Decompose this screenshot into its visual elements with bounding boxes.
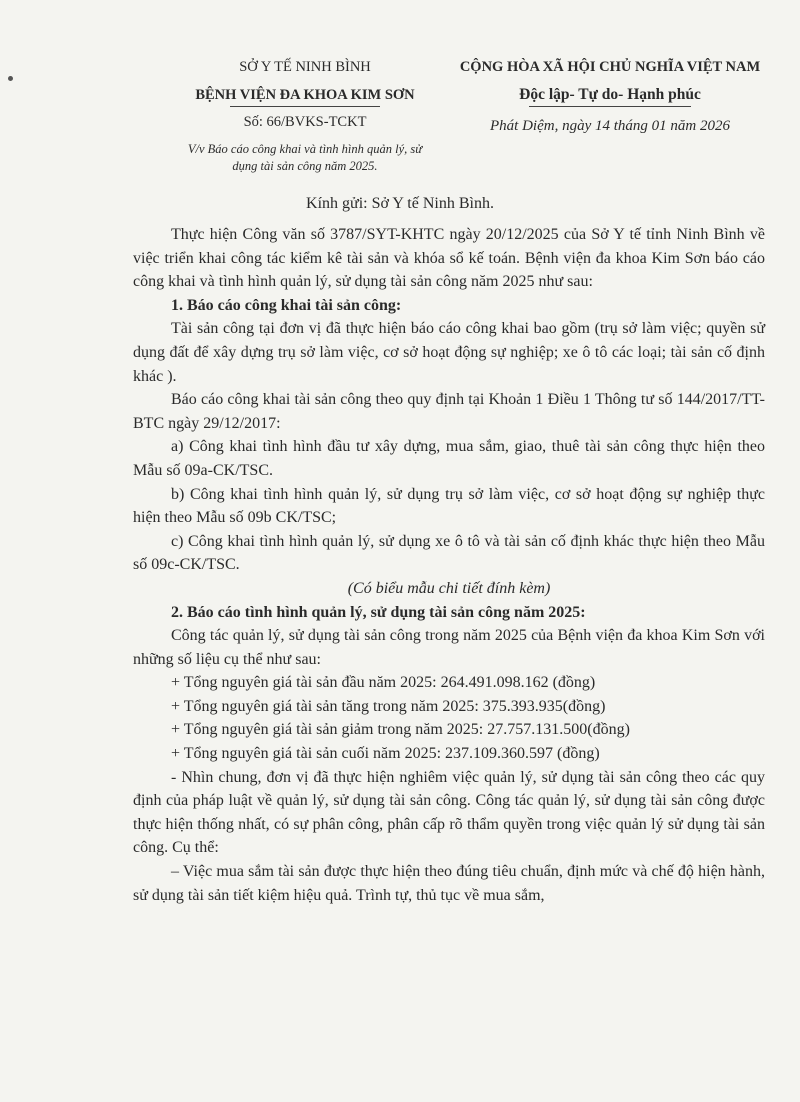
document-number: Số: 66/BVKS-TCKT — [243, 114, 367, 130]
paragraph: b) Công khai tình hình quản lý, sử dụng trụ sở làm việc, cơ sở hoạt động sự nghiệp thực hiện theo Mẫu số 09b CK/TSC; — [133, 485, 765, 527]
nation-title: CỘNG HÒA XÃ HỘI CHỦ NGHĨA VIỆT NAM — [459, 59, 761, 75]
figure-line: + Tổng nguyên giá tài sản tăng trong năm 2025: 375.393.935(đồng) — [171, 697, 606, 715]
paragraph: Tài sản công tại đơn vị đã thực hiện báo cáo công khai bao gồm (trụ sở làm việc; quyền sử dụng đất để xây dựng trụ sở làm việc, cơ sở hoạt động sự nghiệp; xe ô tô các loại; tài sản cố định khác ). — [133, 320, 765, 385]
header-right — [440, 58, 780, 135]
paragraph: Báo cáo công khai tài sản công theo quy định tại Khoản 1 Điều 1 Thông tư số 144/2017/TT-BTC ngày 29/12/2017: — [133, 391, 765, 432]
figure-line: + Tổng nguyên giá tài sản giảm trong năm 2025: 27.757.131.500(đồng) — [171, 721, 630, 739]
paragraph: c) Công khai tình hình quản lý, sử dụng xe ô tô và tài sản cố định khác thực hiện theo Mẫu số 09c-CK/TSC. — [133, 532, 765, 574]
figure-line: + Tổng nguyên giá tài sản đầu năm 2025: 264.491.098.162 (đồng) — [171, 674, 596, 692]
paragraph: – Việc mua sắm tài sản được thực hiện theo đúng tiêu chuẩn, định mức và chế độ hiện hành, sử dụng tài sản tiết kiệm hiệu quả. Trình tự, thủ tục về mua sắm, — [133, 863, 765, 904]
paragraph-intro: Thực hiện Công văn số 3787/SYT-KHTC ngày 20/12/2025 của Sở Y tế tỉnh Ninh Bình về việc triển khai công tác kiểm kê tài sản và khóa sổ kế toán. Bệnh viện đa khoa Kim Sơn báo cáo công khai và tình hình quản lý, sử dụng tài sản công năm 2025 như sau: — [133, 226, 765, 291]
dateline: Phát Diệm, ngày 14 tháng 01 năm 2026 — [490, 118, 730, 134]
paragraph: a) Công khai tình hình đầu tư xây dựng, mua sắm, giao, thuê tài sản công thực hiện theo Mẫu số 09a-CK/TSC. — [133, 438, 765, 479]
header-left — [150, 58, 460, 175]
figure-line: + Tổng nguyên giá tài sản cuối năm 2025: 237.109.360.597 (đồng) — [171, 745, 600, 763]
motto-underline — [529, 106, 691, 107]
document-body — [133, 223, 765, 907]
paragraph: Công tác quản lý, sử dụng tài sản công trong năm 2025 của Bệnh viện đa khoa Kim Sơn với những số liệu cụ thể như sau: — [133, 627, 765, 668]
hospital-underline — [230, 106, 380, 107]
hospital-name: BỆNH VIỆN ĐA KHOA KIM SƠN — [150, 86, 460, 107]
salutation: Kính gửi: Sở Y tế Ninh Bình. — [306, 195, 494, 212]
section-heading-2: 2. Báo cáo tình hình quản lý, sử dụng tài sản công năm 2025: — [171, 603, 586, 621]
ministry-name: SỞ Y TẾ NINH BÌNH — [239, 59, 371, 75]
scan-speck — [8, 76, 13, 81]
attachment-note: (Có biểu mẫu chi tiết đính kèm) — [347, 579, 551, 597]
subject-line: V/v Báo cáo công khai và tình hình quản lý, sử dụng tài sản công năm 2025. — [187, 142, 423, 173]
paragraph: - Nhìn chung, đơn vị đã thực hiện nghiêm việc quản lý, sử dụng tài sản công theo các quy định của pháp luật về quản lý, sử dụng tài sản công. Công tác quản lý, sử dụng tài sản công được thực hiện thống nhất, có sự phân công, phân cấp rõ thẩm quyền trong việc quản lý sử dụng tài sản công. Cụ thể: — [133, 768, 765, 857]
motto: Độc lập- Tự do- Hạnh phúc — [519, 86, 701, 103]
section-heading-1: 1. Báo cáo công khai tài sản công: — [171, 296, 402, 314]
